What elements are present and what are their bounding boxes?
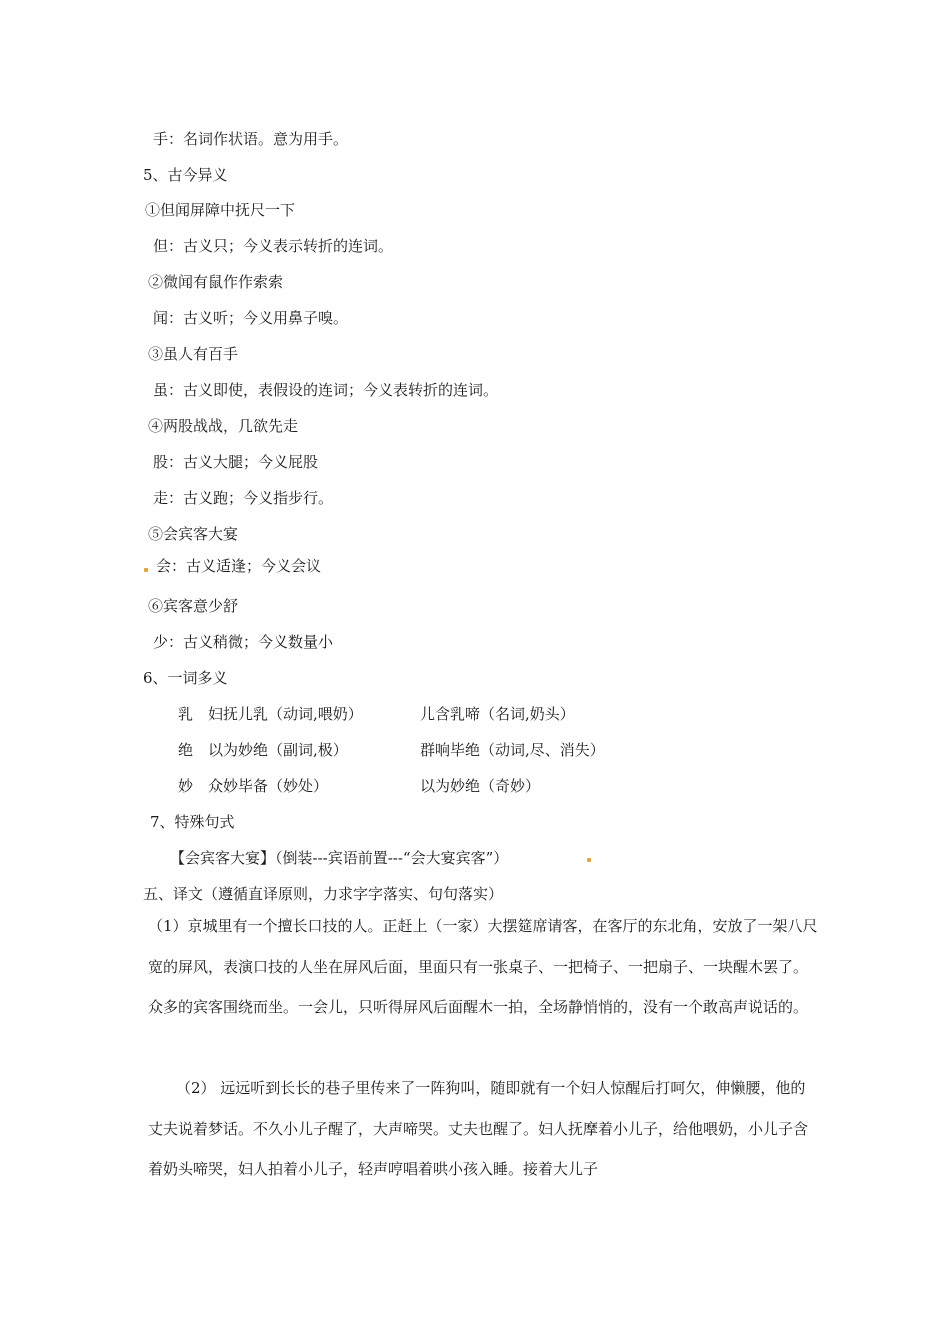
note-shao: 少：古义稍微；今义数量小 <box>153 633 334 651</box>
section-heading-7: 7、特殊句式 <box>150 813 235 831</box>
translation-paragraph-1: （1）京城里有一个擅长口技的人。正赶上（一家）大摆筵席请客，在客厅的东北角，安放了一架八尺宽的屏风，表演口技的人坐在屏风后面，里面只有一张桌子、一把椅子、一把扇子、一块醒木罢了。众多的宾客围绕而坐。一会儿，只听得屏风后面醒木一拍，全场静悄悄的，没有一个敢高声说话的。 <box>148 917 818 1017</box>
note-zou: 走：古义跑；今义指步行。 <box>153 489 334 507</box>
polysemy-ru-1: 乳 妇抚儿乳（动词,喂奶） <box>178 705 363 723</box>
example-5: ⑤会宾客大宴 <box>148 525 239 543</box>
example-1: ①但闻屏障中抚尺一下 <box>145 201 296 219</box>
line-shou-adverbial: 手：名词作状语。意为用手。 <box>153 130 349 148</box>
polysemy-jue-2: 群响毕绝（动词,尽、消失） <box>420 741 605 759</box>
note-hui: 会：古义适逢；今义会议 <box>156 557 322 575</box>
polysemy-jue-1: 绝 以为妙绝（副词,极） <box>178 741 348 759</box>
example-3: ③虽人有百手 <box>148 345 239 363</box>
note-gu: 股：古义大腿；今义屁股 <box>153 453 319 471</box>
example-6: ⑥宾客意少舒 <box>148 597 239 615</box>
polysemy-ru-2: 儿含乳啼（名词,奶头） <box>420 705 575 723</box>
note-dan: 但：古义只；今义表示转折的连词。 <box>153 237 394 255</box>
section-heading-translation: 五、译文（遵循直译原则，力求字字落实、句句落实） <box>143 885 504 903</box>
note-sui: 虽：古义即使，表假设的连词；今义表转折的连词。 <box>153 381 499 399</box>
example-2: ②微闻有鼠作作索索 <box>148 273 284 291</box>
special-sentence: 【会宾客大宴】（倒装---宾语前置---“会大宴宾客”） <box>170 849 509 867</box>
section-heading-6: 6、一词多义 <box>143 669 228 687</box>
translation-paragraph-2: （2） 远远听到长长的巷子里传来了一阵狗叫，随即就有一个妇人惊醒后打呵欠，伸懒腰，他的丈夫说着梦话。不久小儿子醒了，大声啼哭。丈夫也醒了。妇人抚摩着小儿子，给他喂奶，小儿子含着奶头啼哭，妇人拍着小儿子，轻声哼唱着哄小孩入睡。接着大儿子 <box>148 1079 809 1179</box>
orange-marker <box>144 568 148 572</box>
example-4: ④两股战战，几欲先走 <box>148 417 299 435</box>
section-heading-5: 5、古今异义 <box>143 166 228 184</box>
polysemy-miao-1: 妙 众妙毕备（妙处） <box>178 777 329 795</box>
polysemy-miao-2: 以为妙绝（奇妙） <box>420 777 541 795</box>
note-wen: 闻：古义听；今义用鼻子嗅。 <box>153 309 349 327</box>
orange-marker <box>587 858 591 862</box>
